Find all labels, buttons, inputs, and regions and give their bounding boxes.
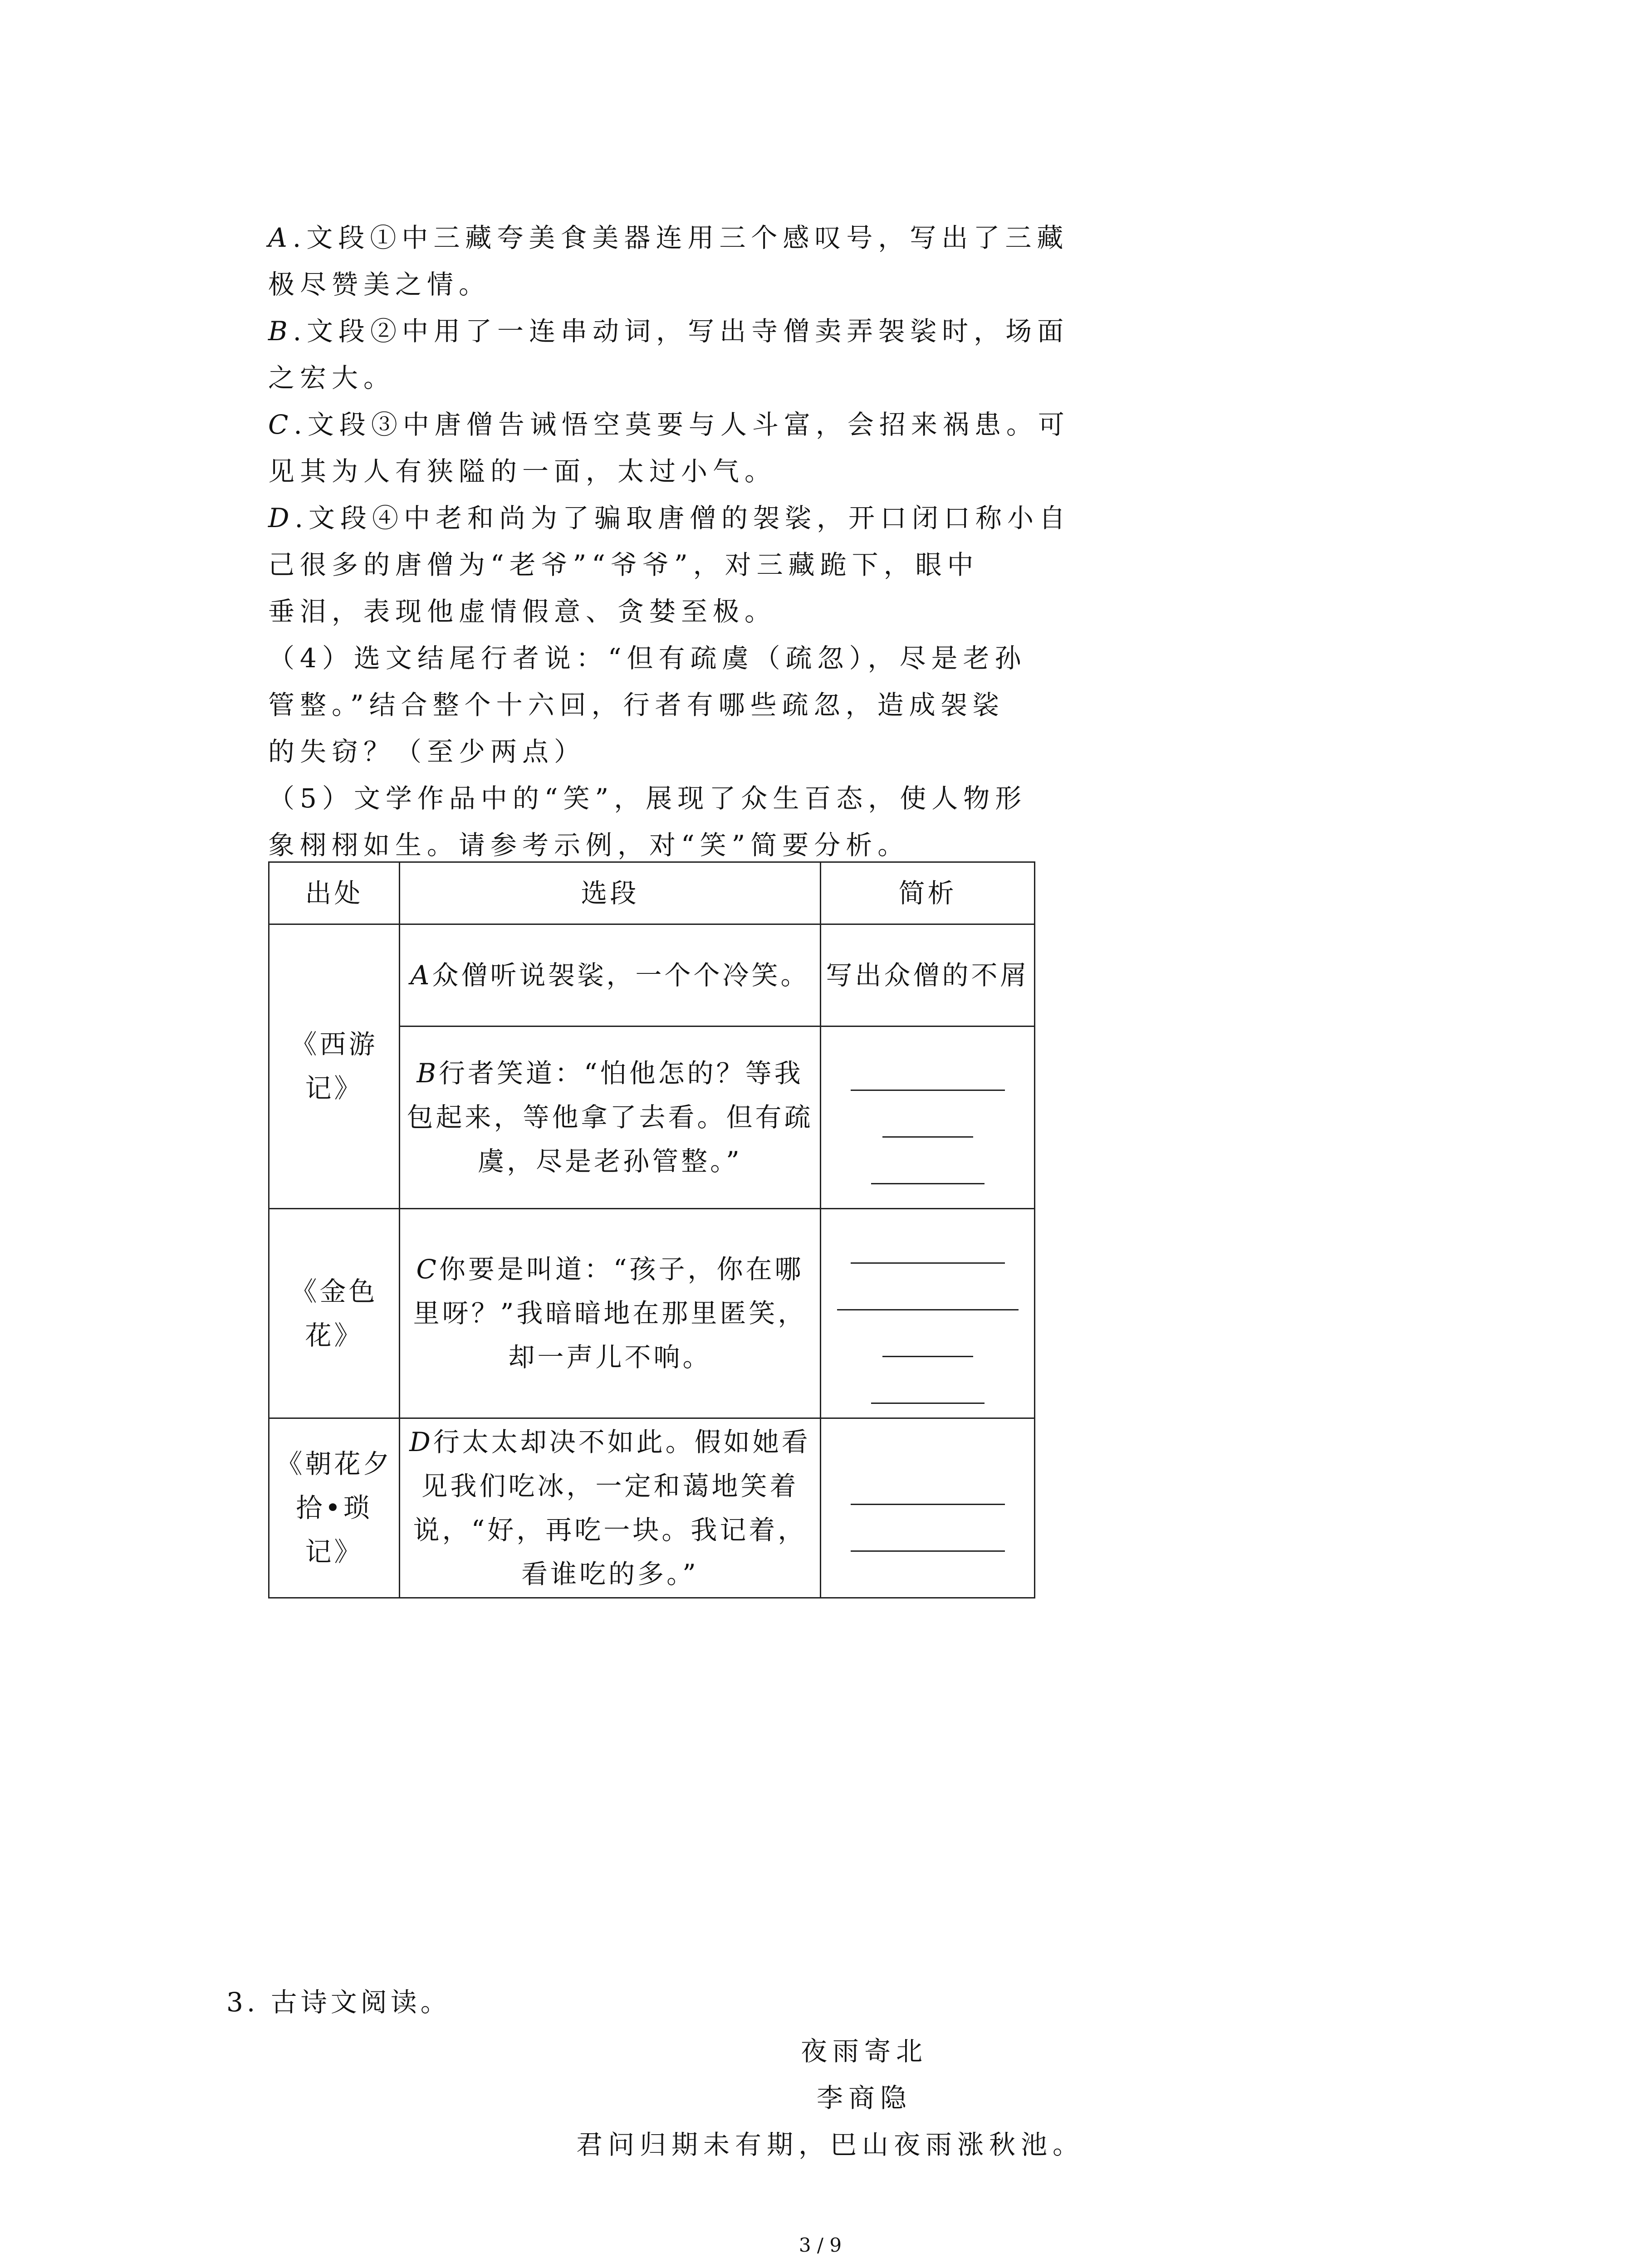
option-a-label: A	[268, 222, 293, 253]
option-c-line-1: .文段③中唐僧告诫悟空莫要与人斗富，会招来祸患。可	[294, 409, 1070, 440]
option-b	[268, 308, 1069, 355]
excerpt-b	[400, 1026, 821, 1209]
table-row	[269, 1209, 1035, 1418]
header-excerpt: 选段	[400, 862, 821, 924]
option-d-line-2: 己很多的唐僧为“老爷”“爷爷”，对三藏跪下，眼中	[268, 549, 979, 580]
option-a-line-2: 极尽赞美之情。	[268, 269, 491, 300]
excerpt-d	[400, 1418, 821, 1598]
option-b-label: B	[268, 316, 293, 347]
section-3-title: 古诗文阅读。	[270, 1987, 451, 2018]
answer-line	[851, 1051, 1005, 1091]
option-c-label: C	[268, 409, 294, 440]
answer-line	[851, 1465, 1005, 1505]
header-source: 出处	[269, 862, 400, 924]
excerpt-a-text: 众僧听说袈裟，一个个冷笑。	[432, 959, 810, 991]
source-zhaohuaxishi: 《朝花夕拾•琐记》	[269, 1418, 400, 1598]
excerpt-c-label: C	[416, 1254, 439, 1285]
section-3-number: 3.	[226, 1987, 259, 2018]
option-d	[268, 494, 1071, 542]
excerpt-b-text: 行者笑道：“怕他怎的？等我包起来，等他拿了去看。但有疏虞，尽是老孙管整。”	[407, 1058, 813, 1177]
option-b-line-2: 之宏大。	[268, 362, 396, 393]
question-5-line-2: 象栩栩如生。请参考示例，对“笑”简要分析。	[268, 830, 910, 860]
answer-blank-d[interactable]	[821, 1418, 1035, 1598]
option-c	[268, 401, 1070, 448]
source-xiyouji: 《西游记》	[269, 924, 400, 1209]
answer-line	[882, 1317, 973, 1357]
excerpt-d-text: 行太太却决不如此。假如她看见我们吃冰，一定和蔼地笑着说，“好，再吃一块。我记着，看谁吃的多。”	[413, 1426, 811, 1589]
option-a-line-1: .文段①中三藏夸美食美器连用三个感叹号，写出了三藏	[292, 222, 1069, 253]
excerpt-c	[400, 1209, 821, 1418]
analysis-table	[268, 861, 1035, 1598]
page-number: 3 / 9	[798, 2234, 842, 2256]
table-row	[269, 1418, 1035, 1598]
answer-blank-c[interactable]	[821, 1209, 1035, 1418]
question-4-line-1: （4）选文结尾行者说：“但有疏虞（疏忽），尽是老孙	[268, 643, 1027, 674]
answer-line	[882, 1097, 973, 1138]
excerpt-b-label: B	[416, 1058, 439, 1089]
option-d-line-3: 垂泪，表现他虚情假意、贪婪至极。	[268, 596, 777, 627]
excerpt-c-text: 你要是叫道：“孩子，你在哪里呀？”我暗暗地在那里匿笑，却一声儿不响。	[413, 1254, 807, 1373]
analysis-a: 写出众僧的不屑	[821, 924, 1035, 1026]
excerpt-d-label: D	[409, 1426, 433, 1457]
poem-author: 李商隐	[816, 2082, 912, 2113]
answer-blank-b[interactable]	[821, 1026, 1035, 1209]
option-d-label: D	[268, 503, 295, 533]
table-header-row	[269, 862, 1035, 924]
answer-line	[871, 1364, 985, 1404]
excerpt-a	[400, 924, 821, 1026]
section-3-heading	[226, 1979, 451, 2026]
answer-line	[851, 1223, 1005, 1264]
answer-line	[851, 1511, 1005, 1552]
option-d-line-1: .文段④中老和尚为了骗取唐僧的袈裟，开口闭口称小自	[294, 503, 1071, 533]
table-row	[269, 924, 1035, 1026]
answer-line	[871, 1144, 985, 1184]
question-4-line-3: 的失窃？（至少两点）	[268, 736, 586, 767]
option-c-line-2: 见其为人有狭隘的一面，太过小气。	[268, 456, 777, 487]
poem-title: 夜雨寄北	[800, 2036, 928, 2067]
excerpt-a-label: A	[410, 959, 432, 991]
question-4-line-2: 管整。”结合整个十六回，行者有哪些疏忽，造成袈裟	[268, 689, 1004, 720]
option-b-line-1: .文段②中用了一连串动词，写出寺僧卖弄袈裟时，场面	[293, 316, 1069, 347]
source-jinsehua: 《金色花》	[269, 1209, 400, 1418]
poem-line-1: 君问归期未有期，巴山夜雨涨秋池。	[576, 2129, 1085, 2160]
question-5-line-1: （5）文学作品中的“笑”，展现了众生百态，使人物形	[268, 783, 1027, 814]
header-analysis: 简析	[821, 862, 1035, 924]
answer-line	[837, 1270, 1019, 1310]
option-a	[268, 214, 1068, 261]
